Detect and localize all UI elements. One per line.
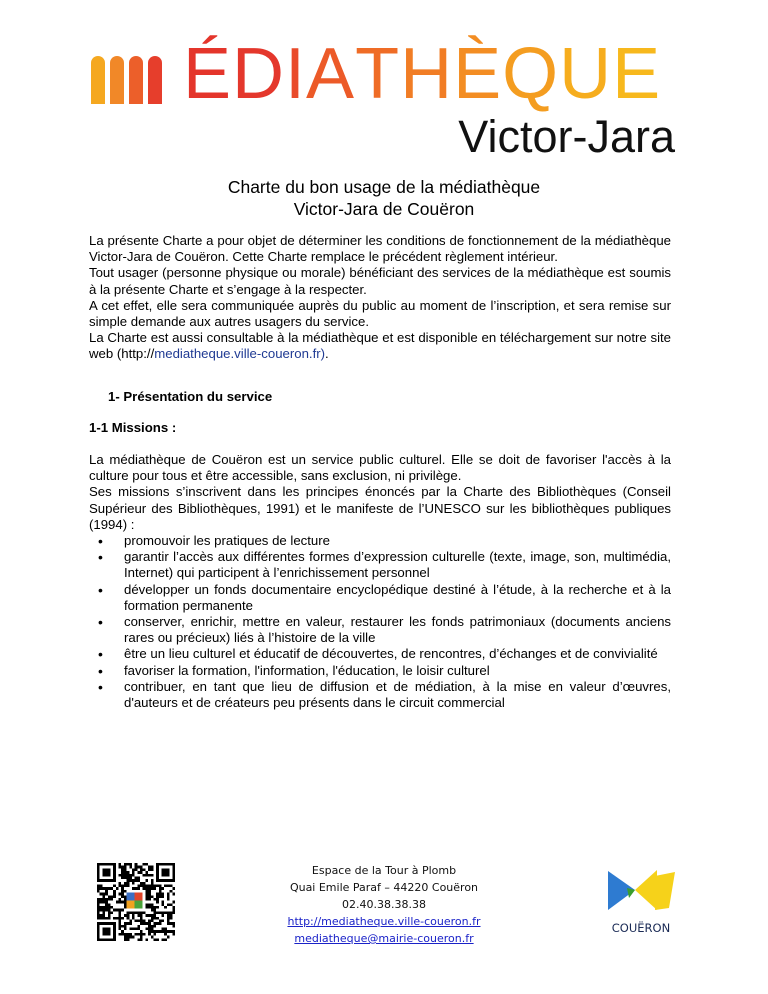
intro-paragraph: A cet effet, elle sera communiquée auprès du public au moment de l’inscription, et sera remise sur simple demande aux autres usagers du service.: [89, 297, 671, 330]
title-line-1: Charte du bon usage de la médiathèque: [227, 177, 541, 197]
document-body: [89, 233, 671, 711]
logo-letter: É: [183, 34, 233, 114]
logo-letter: D: [232, 34, 286, 114]
coueron-city-logo-icon: [605, 868, 677, 938]
intro-text: La Charte est aussi consultable à la médiathèque et est disponible en téléchargement sur notre site web (http://: [89, 330, 671, 362]
logo-letter: A: [306, 34, 356, 114]
intro-paragraph: [89, 330, 671, 362]
title-line-2: Victor-Jara de Couëron: [293, 199, 475, 219]
logo-bar: [110, 56, 124, 104]
city-logo-text: COUËRON: [611, 921, 671, 935]
logo-letter: E: [612, 34, 662, 114]
footer-email-link[interactable]: mediatheque@mairie-coueron.fr: [294, 932, 474, 945]
list-item: • être un lieu culturel et éducatif de découvertes, de rencontres, d’échanges et de convivialité: [116, 646, 671, 662]
logo-bar: [129, 56, 143, 104]
logo-letter: H: [400, 34, 454, 114]
list-item: • promouvoir les pratiques de lecture: [116, 533, 671, 549]
logo-letter: Q: [502, 34, 560, 114]
logo-bar: [148, 56, 162, 104]
logo-letter: U: [559, 34, 613, 114]
intro-paragraph: Tout usager (personne physique ou morale) bénéficiant des services de la médiathèque est soumis à la présente Charte et s’engage à la respecter.: [89, 265, 671, 297]
intro-text: .: [325, 346, 329, 362]
logo-bars-icon: [91, 56, 162, 104]
logo-letter: T: [355, 34, 401, 114]
footer-line: Espace de la Tour à Plomb: [311, 864, 457, 877]
logo-letter: È: [453, 34, 503, 114]
subsection-heading: 1-1 Missions :: [89, 419, 177, 435]
logo-subtitle: Victor-Jara: [458, 111, 675, 162]
logo-bar: [91, 56, 105, 104]
footer-phone: 02.40.38.38.38: [342, 898, 426, 911]
intro-paragraph: La présente Charte a pour objet de déterminer les conditions de fonctionnement de la médiathèque Victor-Jara de Couëron. Cette Charte remplace le précédent règlement intérieur.: [89, 233, 671, 265]
document-title: [0, 176, 768, 220]
website-link[interactable]: mediatheque.ville-coueron.fr): [154, 346, 326, 362]
list-item: • conserver, enrichir, mettre en valeur, restaurer les fonds patrimoniaux (documents anciens rares ou précieux) liés à l’histoire de la ville: [116, 614, 671, 646]
section-heading: 1- Présentation du service: [108, 388, 273, 404]
logo-wordmark: [183, 34, 662, 114]
qr-code-icon: [97, 863, 175, 941]
missions-paragraph: Ses missions s’inscrivent dans les principes énoncés par la Charte des Bibliothèques (Conseil Supérieur des Bibliothèques, 1991) et le manifeste de l’UNESCO sur les bibliothèques publiques (1994) :: [89, 484, 671, 532]
list-item: • favoriser la formation, l'information, l'éducation, le loisir culturel: [116, 663, 671, 679]
list-item: • développer un fonds documentaire encyclopédique destiné à l’étude, à la recherche et à la formation permanente: [116, 582, 671, 614]
mediatheque-logo: [91, 34, 681, 164]
list-item: • garantir l’accès aux différentes formes d’expression culturelle (texte, image, son, multimédia, Internet) qui participent à l’enrichissement personnel: [116, 549, 671, 581]
missions-paragraph: La médiathèque de Couëron est un service public culturel. Elle se doit de favoriser l'accès à la culture pour tous et être accessible, sans exclusion, ni privilège.: [89, 452, 671, 484]
footer-website-link[interactable]: http://mediatheque.ville-coueron.fr: [287, 915, 481, 928]
missions-list: [89, 533, 671, 711]
list-item: • contribuer, en tant que lieu de diffusion et de médiation, à la mise en valeur d’œuvres, d'auteurs et de créateurs peu présents dans le circuit commercial: [116, 679, 671, 711]
footer-address: [234, 862, 534, 947]
footer-line: Quai Emile Paraf – 44220 Couëron: [289, 881, 479, 894]
logo-letter: I: [285, 34, 307, 114]
